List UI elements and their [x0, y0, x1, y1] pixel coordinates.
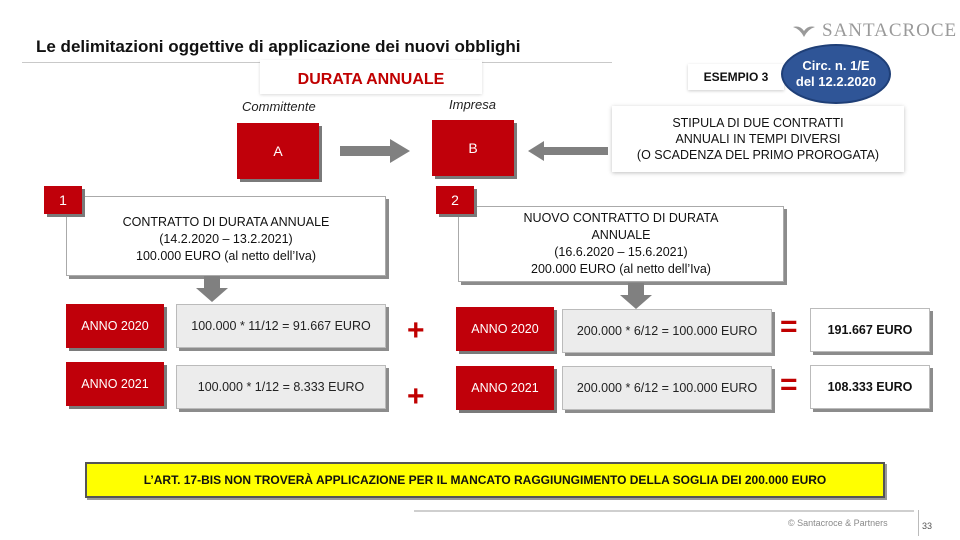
- row-2020-year-left: ANNO 2020: [66, 304, 164, 348]
- arrow-right-icon: [340, 139, 410, 163]
- arrow-left-icon: [528, 141, 608, 161]
- row-2021-calc-left: 100.000 * 1/12 = 8.333 EURO: [176, 365, 386, 409]
- party-a-label: A: [273, 143, 283, 159]
- row-2020-calc-left: 100.000 * 11/12 = 91.667 EURO: [176, 304, 386, 348]
- stipula-line2: ANNUALI IN TEMPI DIVERSI: [675, 132, 841, 146]
- contract-1-line1: CONTRATTO DI DURATA ANNUALE: [122, 214, 330, 229]
- row-2020-calc-right: 200.000 * 6/12 = 100.000 EURO: [562, 309, 772, 353]
- party-b-box: [432, 120, 514, 176]
- contract-1-tax-note: (al netto dell’Iva): [220, 248, 316, 263]
- contract-1-amount: 100.000 EURO: [136, 248, 221, 263]
- impresa-label: Impresa: [449, 97, 496, 112]
- stipula-line3: (O SCADENZA DEL PRIMO PROROGATA): [636, 148, 880, 162]
- logo-text: SANTACROCE: [822, 20, 958, 41]
- row-2021-calc-right: 200.000 * 6/12 = 100.000 EURO: [562, 366, 772, 410]
- section-label: DURATA ANNUALE: [260, 60, 482, 94]
- stipula-box: [612, 106, 904, 172]
- party-a-box: [237, 123, 319, 179]
- row-2021-year-left: ANNO 2021: [66, 362, 164, 406]
- contract-1-box: [66, 196, 386, 276]
- row-2021-result: 108.333 EURO: [810, 365, 930, 409]
- row-2021-year-right: ANNO 2021: [456, 366, 554, 410]
- footer-separator: [918, 510, 919, 536]
- equals-sign: =: [780, 368, 798, 401]
- contract-1-dates: (14.2.2020 – 13.2.2021): [159, 231, 293, 246]
- conclusion-note: L’ART. 17-BIS NON TROVERÀ APPLICAZIONE PER IL MANCATO RAGGIUNGIMENTO DELLA SOGLIA DEI 200.000 EURO: [85, 462, 885, 498]
- row-2020-result: 191.667 EURO: [810, 308, 930, 352]
- contract-2-line1: NUOVO CONTRATTO DI DURATA: [523, 211, 719, 225]
- equals-sign: =: [780, 310, 798, 343]
- plus-sign: +: [407, 380, 425, 413]
- contract-2-line2: ANNUALE: [591, 228, 651, 242]
- contract-2-tax-note: (al netto dell’Iva): [615, 262, 711, 276]
- party-b-label: B: [468, 140, 478, 156]
- circolare-badge: [781, 44, 891, 104]
- arrow-down-icon: [620, 283, 652, 309]
- arrow-down-icon: [196, 276, 228, 302]
- contract-2-box: [458, 206, 784, 282]
- stipula-line1: STIPULA DI DUE CONTRATTI: [672, 116, 844, 130]
- circolare-line2: del 12.2.2020: [795, 74, 877, 89]
- esempio-label: ESEMPIO 3: [688, 64, 784, 90]
- row-2020-year-right: ANNO 2020: [456, 307, 554, 351]
- committente-label: Committente: [242, 99, 316, 114]
- contract-2-amount-line: [524, 261, 719, 278]
- circolare-line1: Circ. n. 1/E: [802, 58, 870, 73]
- contract-2-amount: 200.000 EURO: [531, 262, 616, 276]
- contract-2-dates: (16.6.2020 – 15.6.2021): [554, 245, 688, 259]
- copyright: © Santacroce & Partners: [788, 518, 888, 528]
- contract-1-amount-line: [123, 248, 330, 265]
- logo-mark-icon: [792, 24, 816, 38]
- santacroce-logo: [792, 18, 957, 44]
- footer-divider: [414, 510, 914, 512]
- page-number: 33: [922, 521, 933, 531]
- contract-1-number: 1: [44, 186, 82, 214]
- plus-sign: +: [407, 314, 425, 347]
- contract-2-number: 2: [436, 186, 474, 214]
- slide-title: Le delimitazioni oggettive di applicazione dei nuovi obblighi: [36, 37, 521, 56]
